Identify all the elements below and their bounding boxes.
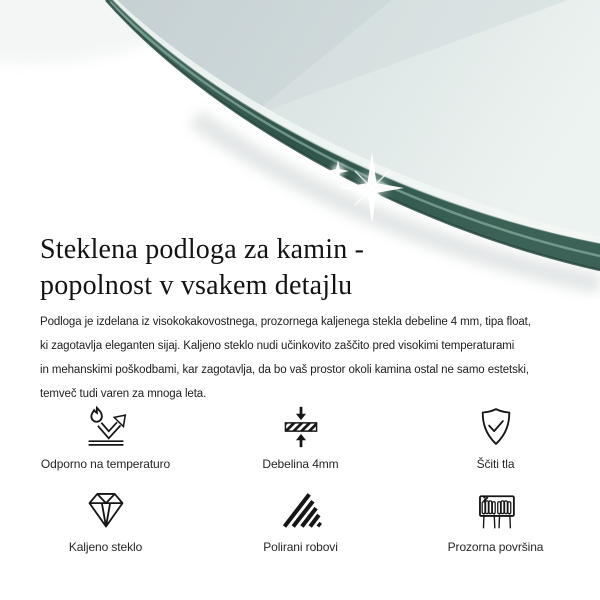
description-line: Podloga je izdelana iz visokokakovostnega, prozornega kaljenega stekla debeline 4 mm, tipa float, xyxy=(40,316,531,328)
feature-grid xyxy=(8,404,593,554)
transparent-surface-icon xyxy=(474,487,518,533)
polished-edges-icon xyxy=(279,487,323,533)
tempered-glass-diamond-icon xyxy=(84,487,128,533)
temperature-resistant-icon xyxy=(84,404,128,450)
product-description xyxy=(40,310,531,406)
feature-transparent-surface xyxy=(398,487,593,554)
shield-check-icon xyxy=(474,404,518,450)
feature-label: Odporno na temperaturo xyxy=(40,457,171,471)
feature-label: Kaljeno steklo xyxy=(68,540,143,554)
description-line: temveč tudi varen za mnoga leta. xyxy=(40,388,207,400)
feature-label: Prozorna površina xyxy=(447,540,544,554)
page-title-line1: Steklena podloga za kamin - xyxy=(40,234,365,265)
page-title-line2: popolnost v vsakem detajlu xyxy=(40,270,353,301)
thickness-4mm-icon xyxy=(279,404,323,450)
description-line: in mehanskimi poškodbami, kar zagotavlja, da bo vaš prostor okoli kamina ostal ne samo estetski, xyxy=(40,364,529,376)
description-line: ki zagotavlja eleganten sijaj. Kaljeno steklo nudi učinkovito zaščito pred visokimi temperaturami xyxy=(40,340,515,352)
feature-tempered-glass xyxy=(8,487,203,554)
feature-label: Polirani robovi xyxy=(263,540,338,554)
page-title xyxy=(40,232,364,304)
feature-polished-edges xyxy=(203,487,398,554)
feature-thickness xyxy=(203,404,398,471)
feature-label: Debelina 4mm xyxy=(262,457,339,471)
feature-label: Ščiti tla xyxy=(476,457,515,471)
feature-temperature-resistant xyxy=(8,404,203,471)
feature-protects-floor xyxy=(398,404,593,471)
